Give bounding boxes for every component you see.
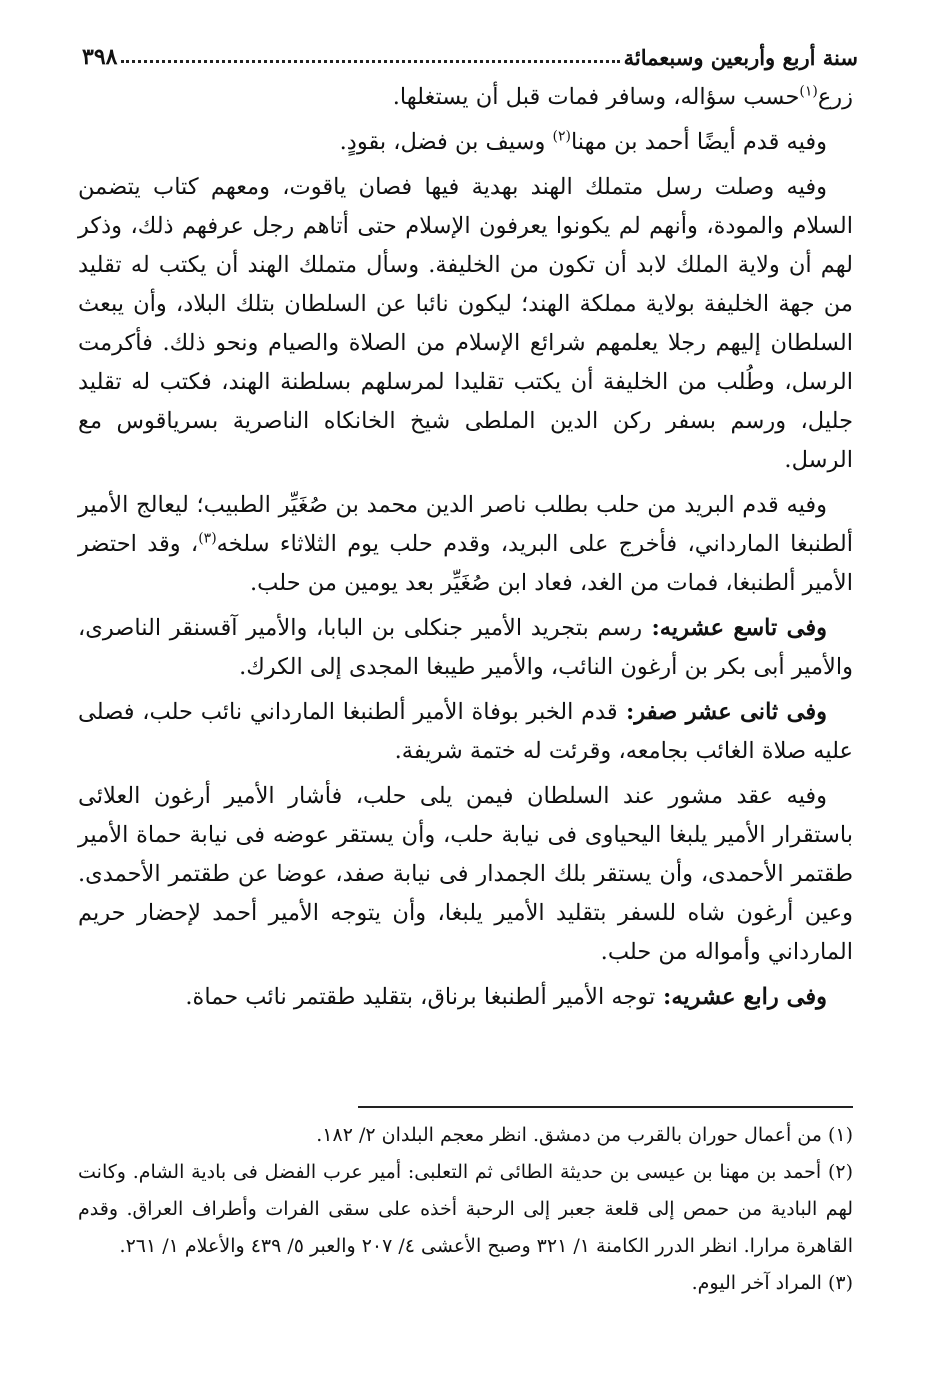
paragraph-8	[78, 978, 853, 1017]
paragraph-2	[78, 123, 853, 162]
footnotes	[78, 1117, 853, 1302]
paragraph-5	[78, 609, 853, 687]
paragraph-text: وفيه عقد مشور عند السلطان فيمن يلى حلب، فأشار الأمير أرغون العلائى باستقرار الأمير يلبغا اليحياوى فى نيابة حلب، وأن يستقر عوضه فى نيابة حماة الأمير طقتمر الأحمدى، وأن يستقر بلك الجمدار فى نيابة صفد، عوضا عن طقتمر الأحمدى. وعين أرغون شاه للسفر بتقليد الأمير يلبغا، وأن يتوجه الأمير أحمد لإحضار حريم المارداني وأمواله من حلب.	[78, 783, 853, 965]
footnote-2: (٢) أحمد بن مهنا بن عيسى بن حديثة الطائى ثم التعلبى: أمير عرب الفضل فى بادية الشام. وكانت لهم البادية من حمص إلى قلعة جعبر إلى الرحبة أخذه على سقى الفرات وأطراف العراق. وقدم القاهرة مرارا. انظر الدرر الكامنة ١/ ٣٢١ وصبح الأعشى ٤/ ٢٠٧ والعبر ٥/ ٤٣٩ والأعلام ١/ ٢٦١.	[78, 1161, 853, 1257]
paragraph-text: زرع	[817, 84, 853, 110]
date-heading: وفى رابع عشريه:	[655, 984, 827, 1010]
footnote-reference: (٣)	[198, 530, 217, 547]
paragraph-4	[78, 486, 853, 603]
paragraph-7	[78, 777, 853, 972]
paragraph-text: قدم الخبر بوفاة الأمير ألطنبغا المارداني نائب حلب، فصلى عليه صلاة الغائب بجامعه، وقرئت له ختمة شريفة.	[78, 699, 853, 764]
running-header	[82, 34, 858, 70]
footnote-reference: (٢)	[552, 128, 571, 145]
date-heading: وفى ثانى عشر صفر:	[617, 699, 827, 725]
paragraph-text: وفيه قدم البريد من حلب بطلب ناصر الدين محمد بن صُغَيِّر الطبيب؛ ليعالج الأمير ألطنبغا المارداني، فأخرج على البريد، وقدم حلب يوم الثلاثاء سلخه	[78, 492, 854, 557]
footnote-3: (٣) المراد آخر اليوم.	[691, 1272, 853, 1294]
paragraph-text: وفيه قدم أيضًا أحمد بن مهنا	[570, 129, 827, 155]
paragraph-text: ، وقد احتضر الأمير ألطنبغا، فمات من الغد، فعاد ابن صُغَيِّر بعد يومين من حلب.	[78, 531, 853, 596]
paragraph-text: وسيف بن فضل، بقودٍ.	[339, 129, 553, 155]
footnote-1: (١) من أعمال حوران بالقرب من دمشق. انظر معجم البلدان ٢/ ١٨٢.	[316, 1124, 853, 1146]
paragraph-text: حسب سؤاله، وسافر فمات قبل أن يستغلها.	[392, 84, 800, 110]
footnote-divider	[358, 1106, 853, 1108]
running-title: سنة أربع وأربعين وسبعمائة	[623, 45, 858, 70]
paragraph-1	[78, 78, 853, 117]
date-heading: وفى تاسع عشريه:	[642, 615, 827, 641]
page-number: ٣٩٨	[82, 44, 118, 70]
footnote-reference: (١)	[799, 83, 818, 100]
paragraph-6	[78, 693, 853, 771]
main-text	[78, 78, 853, 1023]
paragraph-3	[78, 168, 853, 480]
leader-dots	[121, 60, 619, 63]
paragraph-text: وفيه وصلت رسل متملك الهند بهدية فيها فصان ياقوت، ومعهم كتاب يتضمن السلام والمودة، وأنهم لم يكونوا يعرفون الإسلام حتى أتاهم رجل عرفهم ذلك، وذكر لهم أن ولاية الملك لابد أن تكون من الخليفة. وسأل متملك الهند أن يكتب له تقليد من جهة الخليفة بولاية مملكة الهند؛ ليكون نائبا عن السلطان بتلك البلاد، وأن يبعث السلطان إليهم رجلا يعلمهم شرائع الإسلام من الصلاة والصيام ونحو ذلك. فأكرمت الرسل، وطُلب من الخليفة أن يكتب تقليدا لمرسلهم بسلطنة الهند، فكتب له تقليد جليل، ورسم بسفر ركن الدين الملطى شيخ الخانكاه الناصرية بسرياقوس مع الرسل.	[78, 174, 853, 473]
paragraph-text: رسم بتجريد الأمير جنكلى بن البابا، والأمير آقسنقر الناصرى، والأمير أبى بكر بن أرغون النائب، والأمير طيبغا المجدى إلى الكرك.	[78, 615, 853, 680]
paragraph-text: توجه الأمير ألطنبغا برناق، بتقليد طقتمر نائب حماة.	[185, 984, 656, 1010]
